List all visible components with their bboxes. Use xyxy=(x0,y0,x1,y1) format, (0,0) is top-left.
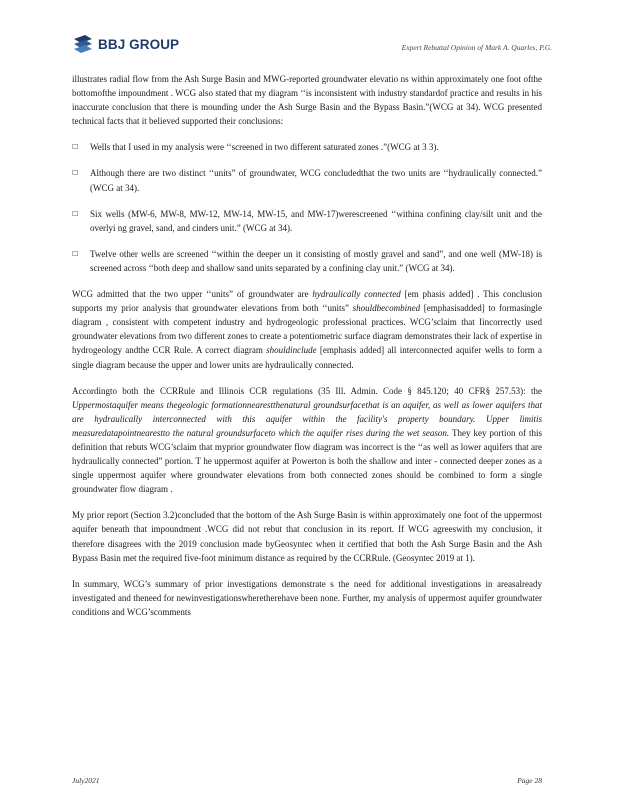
list-item xyxy=(72,140,542,154)
list-item xyxy=(72,166,542,194)
list-item-text: Wells that I used in my analysis were ‘‘screened in two different saturated zones .”(WCG at 3 3). xyxy=(90,142,439,153)
p3-text-c: They key portion of this definition that rebuts WCG’sclaim that myprior groundwater flow diagram was incorrect is the ‘‘as well as lower aquifers that are hydraulically connected” portion. T he uppermost aquifer at Powerton is both the shallow and inter - connected deeper zones as a single uppermost aquifer where groundwater elevations from both connected zones should be combined to form a single groundwater flow diagram . xyxy=(72,427,542,495)
company-logo xyxy=(72,34,179,54)
document-body xyxy=(72,72,542,631)
p2-text-e: [emphasisadded] to formasingle diagram , consistent with competent industry and hydrogeologic professional practices. WCG’sclaim that Iincorrectly used groundwater elevations from two different zones to create a potentiometric surface diagram demonstrates their lack of expertise in hydrogeology andthe CCR Rule. A correct diagram xyxy=(72,303,542,356)
paragraph-2 xyxy=(72,287,542,372)
square-bullet-icon: ☐ xyxy=(72,209,79,218)
logo-text: BBJ GROUP xyxy=(98,36,180,52)
list-item xyxy=(72,247,542,275)
p2-emphasis-hydraulically: hydraulically connected xyxy=(312,289,401,300)
list-item xyxy=(72,207,542,235)
p3-text-a: Accordingto both the CCRRule and Illinois CCR regulations (35 Ill. Admin. Code § 845.120; 40 CFR§ 257.53): the xyxy=(72,385,542,396)
paragraph-1: illustrates radial flow from the Ash Surge Basin and MWG-reported groundwater elevatio ns within approximately one foot ofthe bottomofthe impoundment . WCG also stated that my diagram ‘‘is inconsistent with industry standardof practice and results in his inaccurate conclusion that there is mounding under the Ash Surge Basin and the Bypass Basin.”(WCG at 34). WCG presented technical facts that it believed supported their conclusions: xyxy=(72,74,542,127)
p3-definition-quote: Uppermostaquifer means thegeologic formationnearestthenatural groundsurfacethat is an aquifer, as well as lower aquifers that are hydraulically interconnected with this aquifer within the facility's property boundary. Upper limitis measuredatapointnearestto the natural groundsurfaceto which the aquifer rises during the wet season. xyxy=(72,399,542,438)
bullet-list xyxy=(72,140,542,275)
p2-text-a: WCG admitted that the two upper ‘‘units” of groundwater are xyxy=(72,289,313,300)
square-bullet-icon: ☐ xyxy=(72,143,79,152)
list-item-text: Twelve other wells are screened ‘‘within the deeper un it consisting of mostly gravel and sand”, and one well (MW-18) is screened across ‘‘both deep and shallow sand units separated by a confining clay unit.” (WCG at 34). xyxy=(90,248,542,273)
p2-text-c: [em phasis added] . This conclusion supports my prior analysis that groundwater elevations from both ‘‘units” xyxy=(72,289,543,314)
list-item-text: Although there are two distinct ‘‘units” of groundwater, WCG concludedthat the two units are ‘‘hydraulically connected.” (WCG at 34). xyxy=(90,168,542,193)
paragraph-4: My prior report (Section 3.2)concluded that the bottom of the Ash Surge Basin is within approximately one foot of the uppermost aquifer beneath that impoundment .WCG did not rebut that conclusion in its report. If WCG agreeswith my conclusion, it therefore disagrees with the 2019 conclusion made byGeosyntec when it certified that both the Ash Surge Basin and the Ash Bypass Basin met the required five-foot minimum distance as required by the CCRRule. (Geosyntec 2019 at 1). xyxy=(72,510,542,563)
list-item-text: Six wells (MW-6, MW-8, MW-12, MW-14, MW-15, and MW-17)werescreened ‘‘withina confining clay/silt unit and the overlyi ng gravel, sand, and cinders unit.” (WCG at 34). xyxy=(90,208,542,233)
square-bullet-icon: ☐ xyxy=(72,169,79,178)
p2-emphasis-include: shouldinclude xyxy=(266,345,317,356)
running-title: Expert Rebuttal Opinion of Mark A. Quarles, P.G. xyxy=(401,43,552,52)
footer-date: July2021 xyxy=(72,776,100,785)
page-header xyxy=(72,34,552,58)
paragraph-3 xyxy=(72,384,542,497)
bbj-logo-icon xyxy=(72,34,94,54)
p2-emphasis-combined: shouldbecombined xyxy=(352,303,421,314)
p2-text-g: [emphasis added] all interconnected aquifer wells to form a single diagram because the upper and lower units are hydraulically connected. xyxy=(72,345,542,370)
page-number: Page 28 xyxy=(517,776,542,785)
page-footer xyxy=(72,776,542,785)
square-bullet-icon: ☐ xyxy=(72,249,79,258)
paragraph-5: In summary, WCG’s summary of prior investigations demonstrate s the need for additional investigations in areasalready investigated and theneed for newinvestigationswheretherehave been none. Further, my analysis of uppermost aquifer groundwater conditions and WCG’scomments xyxy=(72,578,542,617)
